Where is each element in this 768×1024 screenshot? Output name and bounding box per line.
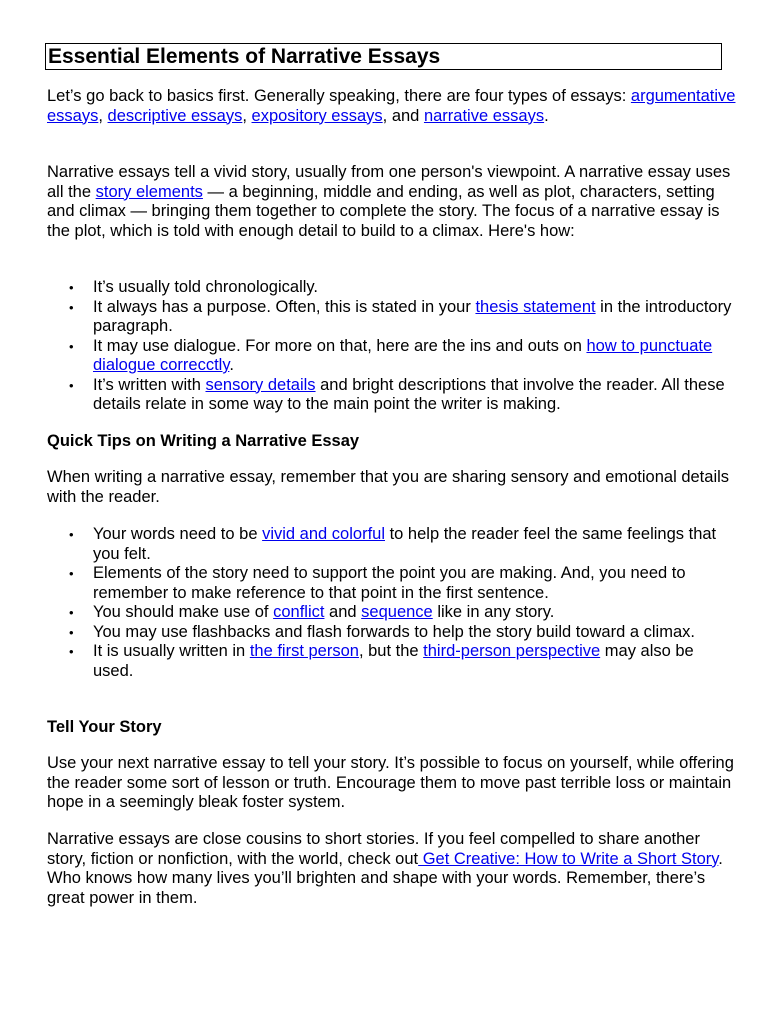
list-item bbox=[47, 623, 737, 643]
list-item bbox=[47, 298, 737, 337]
list-item-text: may also be used. bbox=[93, 642, 694, 680]
short-stories-paragraph bbox=[47, 830, 737, 908]
link-narrative-essays[interactable]: narrative essays bbox=[423, 106, 545, 125]
link-punctuate-dialogue[interactable]: how to punctuate dialogue correcctly bbox=[93, 336, 713, 374]
list-item-text: like in any story. bbox=[432, 603, 555, 621]
tips-list bbox=[47, 525, 737, 681]
intro-sep: , bbox=[98, 106, 108, 125]
tell-story-paragraph bbox=[47, 754, 737, 813]
page-title: Essential Elements of Narrative Essays bbox=[48, 45, 441, 68]
link-sensory-details[interactable]: sensory details bbox=[205, 375, 316, 394]
list-item-text: , but the bbox=[358, 642, 424, 660]
tell-story-heading: Tell Your Story bbox=[47, 718, 162, 736]
quick-tips-section bbox=[47, 432, 737, 452]
list-item-text: . bbox=[229, 356, 234, 374]
link-conflict[interactable]: conflict bbox=[273, 603, 325, 621]
list-item-text: You may use flashbacks and flash forwards to help the story build toward a climax. bbox=[93, 622, 695, 641]
list-item bbox=[47, 278, 737, 298]
list-item-text: Elements of the story need to support the point you are making. And, you need to remember to make reference to that point in the first sentence. bbox=[93, 564, 686, 602]
link-get-creative[interactable]: Get Creative: How to Write a Short Story bbox=[418, 849, 719, 868]
short-stories-text: . Who knows how many lives you’ll brighten and shape with your words. Remember, there’s great power in them. bbox=[47, 849, 723, 907]
link-story-elements[interactable]: story elements bbox=[95, 182, 203, 201]
list-item bbox=[47, 603, 737, 623]
list-item-text: It’s written with bbox=[93, 375, 206, 394]
list-item-text: in the introductory paragraph. bbox=[93, 297, 732, 335]
short-stories-text: Narrative essays are close cousins to short stories. If you feel compelled to share another story, fiction or nonfiction, with the world, check out bbox=[47, 830, 700, 868]
intro-text: Let’s go back to basics first. Generally speaking, there are four types of essays: bbox=[47, 87, 631, 105]
list-item-text: and bbox=[324, 603, 362, 621]
intro-sep: , and bbox=[382, 106, 424, 125]
intro-sep: , bbox=[242, 106, 252, 125]
list-item bbox=[47, 642, 737, 681]
title-box bbox=[45, 43, 722, 70]
list-item-text: Your words need to be bbox=[93, 525, 263, 543]
tell-story-section bbox=[47, 718, 737, 738]
quick-tips-paragraph bbox=[47, 468, 737, 507]
narrative-paragraph bbox=[47, 163, 737, 241]
link-vivid-and-colorful[interactable]: vivid and colorful bbox=[262, 525, 385, 543]
list-item-text: It always has a purpose. Often, this is stated in your bbox=[93, 297, 476, 316]
list-item bbox=[47, 376, 737, 415]
how-to-list bbox=[47, 278, 737, 415]
link-argumentative-essays[interactable]: argumentative essays bbox=[47, 87, 736, 125]
list-item-text: and bright descriptions that involve the reader. All these details relate in some way to the main point the writer is making. bbox=[93, 375, 725, 413]
link-expository-essays[interactable]: expository essays bbox=[251, 106, 383, 125]
list-item bbox=[47, 337, 737, 376]
list-item-text: It may use dialogue. For more on that, here are the ins and outs on bbox=[93, 336, 587, 355]
list-item bbox=[47, 564, 737, 603]
list-item-text: to help the reader feel the same feelings that you felt. bbox=[93, 525, 717, 563]
list-item-text: It’s usually told chronologically. bbox=[93, 278, 319, 296]
tell-story-text: Use your next narrative essay to tell your story. It’s possible to focus on yourself, while offering the reader some sort of lesson or truth. Encourage them to move past terrible loss or maintain hope in a seemingly bleak foster system. bbox=[47, 754, 734, 811]
link-sequence[interactable]: sequence bbox=[361, 603, 433, 621]
intro-end: . bbox=[544, 106, 549, 125]
quick-tips-heading: Quick Tips on Writing a Narrative Essay bbox=[47, 432, 360, 450]
link-third-person-perspective[interactable]: third-person perspective bbox=[423, 642, 601, 660]
link-first-person[interactable]: the first person bbox=[249, 642, 359, 660]
list-item-text: You should make use of bbox=[93, 603, 274, 621]
narrative-text: Narrative essays tell a vivid story, usually from one person's viewpoint. A narrative essay uses all the bbox=[47, 163, 731, 201]
narrative-text: — a beginning, middle and ending, as well as plot, characters, setting and climax — bringing them together to complete the story. The focus of a narrative essay is the plot, which is told with enough detail to build to a climax. Here's how: bbox=[47, 182, 720, 240]
link-thesis-statement[interactable]: thesis statement bbox=[475, 297, 596, 316]
list-item bbox=[47, 525, 737, 564]
intro-paragraph bbox=[47, 87, 737, 126]
link-descriptive-essays[interactable]: descriptive essays bbox=[107, 106, 243, 125]
list-item-text: It is usually written in bbox=[93, 642, 250, 660]
quick-tips-text: When writing a narrative essay, remember that you are sharing sensory and emotional details with the reader. bbox=[47, 468, 730, 506]
